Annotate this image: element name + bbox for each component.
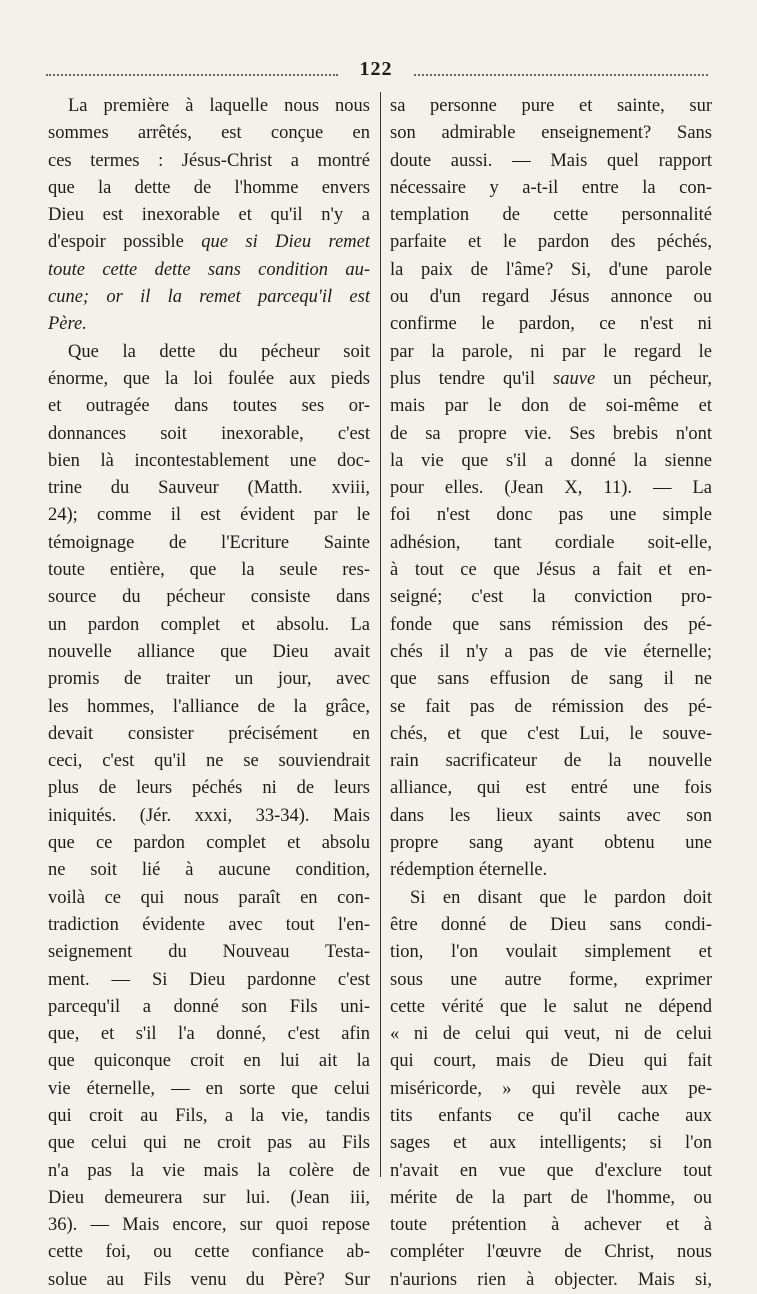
text-line: la paix de l'âme? Si, d'une parole: [390, 259, 712, 280]
column-divider: [380, 92, 381, 1177]
text-line: toute prétention à achever et à: [390, 1215, 712, 1236]
text-line: trine du Sauveur (Matth. xviii,: [48, 478, 370, 499]
text-line: voilà ce qui nous paraît en con-: [48, 887, 370, 908]
text-line: qui court, mais de Dieu qui fait: [390, 1051, 712, 1072]
text-line: qui croit au Fils, a la vie, tandis: [48, 1105, 370, 1126]
text-line: nécessaire y a-t-il entre la con-: [390, 177, 712, 198]
page-header: [46, 56, 708, 84]
text-line: ou d'un regard Jésus annonce ou: [390, 287, 712, 308]
text-line: Que la dette du pécheur soit: [68, 341, 370, 362]
text-line: nouvelle alliance que Dieu avait: [48, 641, 370, 662]
left-text-column: [48, 93, 370, 1294]
text-line: parfaite et le pardon des péchés,: [390, 232, 712, 253]
text-line: [48, 311, 370, 338]
text-line: bien là incontestablement une doc-: [48, 450, 370, 471]
header-rule-left: [46, 74, 338, 76]
text-line: sages et aux intelligents; si l'on: [390, 1133, 712, 1154]
text-line: alliance, qui est entré une fois: [390, 778, 712, 799]
text-line: être donné de Dieu sans condi-: [390, 914, 712, 935]
text-line: iniquités. (Jér. xxxi, 33-34). Mais: [48, 805, 370, 826]
italic-text-segment: sauve: [553, 368, 596, 389]
text-line: cette foi, ou cette confiance ab-: [48, 1242, 370, 1263]
text-line: que la dette de l'homme envers: [48, 177, 370, 198]
text-line: sous une autre forme, exprimer: [390, 969, 712, 990]
text-line: dans les lieux saints avec son: [390, 805, 712, 826]
text-line: ne soit lié à aucune condition,: [48, 860, 370, 881]
page-number: 122: [359, 58, 393, 80]
text-line: se fait pas de rémission des pé-: [390, 696, 712, 717]
text-line: confirme le pardon, ce n'est ni: [390, 314, 712, 335]
text-line: foi n'est donc pas une simple: [390, 505, 712, 526]
text-line: pour elles. (Jean X, 11). — La: [390, 478, 712, 499]
italic-text-segment: cune; or il la remet parcequ'il est: [48, 287, 370, 308]
text-line: que celui qui ne croit pas au Fils: [48, 1133, 370, 1154]
text-line: Dieu est inexorable et qu'il n'y a: [48, 205, 370, 226]
text-line: miséricorde, » qui revèle aux pe-: [390, 1078, 712, 1099]
text-line: [48, 229, 370, 256]
text-line: chés il n'y a pas de vie éternelle;: [390, 641, 712, 662]
text-line: toute entière, que la seule res-: [48, 560, 370, 581]
italic-text-segment: Père.: [48, 314, 87, 335]
text-line: adhésion, tant cordiale soit-elle,: [390, 532, 712, 553]
text-line: que quiconque croit en lui ait la: [48, 1051, 370, 1072]
text-line: [48, 284, 370, 311]
text-line: mais par le don de soi-même et: [390, 396, 712, 417]
text-line: la vie que s'il a donné la sienne: [390, 450, 712, 471]
text-line: n'aurions rien à objecter. Mais si,: [390, 1269, 712, 1290]
text-line: mérite de la part de l'homme, ou: [390, 1187, 712, 1208]
text-segment: plus tendre qu'il: [390, 368, 554, 389]
text-line: à tout ce que Jésus a fait et en-: [390, 560, 712, 581]
text-line: n'avait en vue que d'exclure tout: [390, 1160, 712, 1181]
text-line: templation de cette personnalité: [390, 205, 712, 226]
text-line: par la parole, ni par le regard le: [390, 341, 712, 362]
text-line: tradiction évidente avec tout l'en-: [48, 914, 370, 935]
text-line: [390, 366, 712, 393]
text-line: devait consister précisément en: [48, 723, 370, 744]
text-line: tits enfants ce qu'il cache aux: [390, 1105, 712, 1126]
text-line: fonde que sans rémission des pé-: [390, 614, 712, 635]
text-line: parcequ'il a donné son Fils uni-: [48, 996, 370, 1017]
italic-text-segment: que si Dieu remet: [201, 232, 370, 253]
text-line: son admirable enseignement? Sans: [390, 123, 712, 144]
text-line: cette vérité que le salut ne dépend: [390, 996, 712, 1017]
text-line: et outragée dans toutes ses or-: [48, 396, 370, 417]
text-line: seigné; c'est la conviction pro-: [390, 587, 712, 608]
right-text-column: [390, 93, 712, 1294]
text-line: énorme, que la loi foulée aux pieds: [48, 368, 370, 389]
text-line: [48, 257, 370, 284]
text-line: sa personne pure et sainte, sur: [390, 96, 712, 116]
text-line: promis de traiter un jour, avec: [48, 669, 370, 690]
text-line: seignement du Nouveau Testa-: [48, 942, 370, 963]
text-line: de sa propre vie. Ses brebis n'ont: [390, 423, 712, 444]
header-rule-right: [414, 74, 708, 76]
italic-text-segment: toute cette dette sans condition au-: [48, 259, 370, 280]
text-line: La première à laquelle nous nous: [68, 96, 370, 116]
text-line: propre sang ayant obtenu une: [390, 833, 712, 854]
text-line: vie éternelle, — en sorte que celui: [48, 1078, 370, 1099]
text-line: source du pécheur consiste dans: [48, 587, 370, 608]
text-line: les hommes, l'alliance de la grâce,: [48, 696, 370, 717]
text-line: 36). — Mais encore, sur quoi repose: [48, 1215, 370, 1236]
text-line: doute aussi. — Mais quel rapport: [390, 150, 712, 171]
text-line: ces termes : Jésus-Christ a montré: [48, 150, 370, 171]
text-line: rédemption éternelle.: [390, 860, 548, 881]
text-line: n'a pas la vie mais la colère de: [48, 1160, 370, 1181]
text-line: Si en disant que le pardon doit: [410, 887, 712, 908]
text-line: témoignage de l'Ecriture Sainte: [48, 532, 370, 553]
text-line: « ni de celui qui veut, ni de celui: [390, 1024, 712, 1045]
text-line: Dieu demeurera sur lui. (Jean iii,: [48, 1187, 370, 1208]
text-line: tion, l'on voulait simplement et: [390, 942, 712, 963]
text-line: chés, et que c'est Lui, le souve-: [390, 723, 712, 744]
text-line: donnances soit inexorable, c'est: [48, 423, 370, 444]
text-line: 24); comme il est évident par le: [48, 505, 370, 526]
text-line: que ce pardon complet et absolu: [48, 833, 370, 854]
text-line: compléter l'œuvre de Christ, nous: [390, 1242, 712, 1263]
text-segment: d'espoir possible: [48, 232, 202, 253]
text-line: solue au Fils venu du Père? Sur: [48, 1269, 370, 1290]
text-line: ceci, c'est qu'il ne se souviendrait: [48, 751, 370, 772]
text-line: plus de leurs péchés ni de leurs: [48, 778, 370, 799]
text-segment: un pécheur,: [595, 368, 712, 389]
text-line: que, et s'il l'a donné, c'est afin: [48, 1024, 370, 1045]
text-line: rain sacrificateur de la nouvelle: [390, 751, 712, 772]
text-line: sommes arrêtés, est conçue en: [48, 123, 370, 144]
text-line: ment. — Si Dieu pardonne c'est: [48, 969, 370, 990]
text-line: que sans effusion de sang il ne: [390, 669, 712, 690]
text-line: un pardon complet et absolu. La: [48, 614, 370, 635]
